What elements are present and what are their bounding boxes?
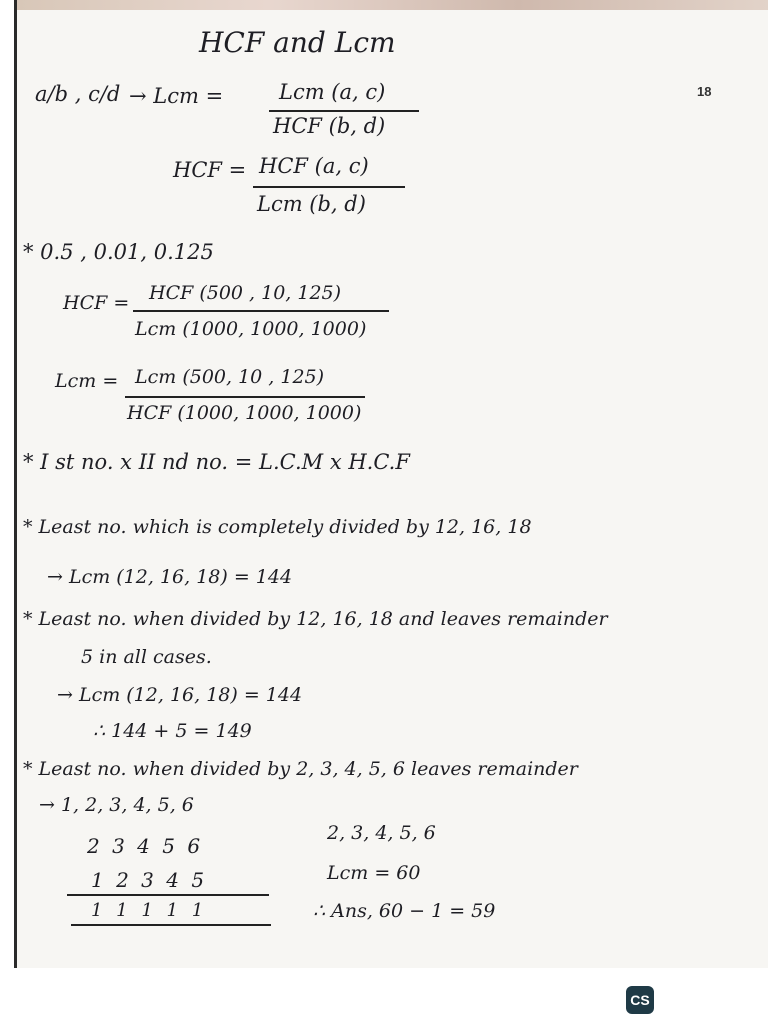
- lcm-decimal-denominator: HCF (1000, 1000, 1000): [127, 402, 362, 424]
- fraction-bar: [269, 110, 419, 112]
- subtraction-bar: [67, 894, 269, 896]
- differences-row: 1 1 1 1 1: [91, 900, 208, 921]
- fraction-bar: [125, 396, 365, 398]
- remainders-row: 1 2 3 4 5: [91, 868, 208, 892]
- hcf-decimal-numerator: HCF (500 , 10, 125): [149, 282, 342, 304]
- camscanner-logo-icon: CS: [626, 986, 654, 1014]
- lcm-fraction-label: → Lcm =: [129, 84, 224, 108]
- lcm-value: Lcm = 60: [327, 862, 421, 884]
- divisor-list: 2, 3, 4, 5, 6: [327, 822, 436, 844]
- lcm-denominator: HCF (b, d): [273, 114, 386, 138]
- underline-bar: [71, 924, 271, 926]
- hcf-fraction-label: HCF =: [173, 158, 247, 182]
- notebook-page: [14, 0, 768, 968]
- hcf-denominator: Lcm (b, d): [257, 192, 366, 216]
- remainder-step1: → Lcm (12, 16, 18) = 144: [57, 684, 303, 706]
- question-remainders: * Least no. when divided by 2, 3, 4, 5, 6 leaves remainder: [23, 758, 578, 780]
- page-number: 18: [697, 84, 712, 99]
- divisors-row: 2 3 4 5 6: [87, 834, 204, 858]
- remainder-step2: ∴ 144 + 5 = 149: [93, 720, 252, 742]
- question-remainder-line1: * Least no. when divided by 12, 16, 18 and leaves remainder: [23, 608, 608, 630]
- fractions-label: a/b , c/d: [35, 82, 121, 106]
- fraction-bar: [253, 186, 405, 188]
- decimals-line: * 0.5 , 0.01, 0.125: [23, 240, 214, 264]
- lcm-decimal-numerator: Lcm (500, 10 , 125): [135, 366, 325, 388]
- fraction-bar: [133, 310, 389, 312]
- final-answer: ∴ Ans, 60 − 1 = 59: [313, 900, 496, 922]
- hcf-decimal-label: HCF =: [63, 292, 130, 314]
- hcf-numerator: HCF (a, c): [259, 154, 369, 178]
- top-edge: [17, 0, 768, 10]
- answer-least-divisible: → Lcm (12, 16, 18) = 144: [47, 566, 293, 588]
- lcm-decimal-label: Lcm =: [55, 370, 119, 392]
- question-least-divisible: * Least no. which is completely divided by 12, 16, 18: [23, 516, 532, 538]
- page-title: HCF and Lcm: [199, 26, 396, 59]
- question-remainder-line2: 5 in all cases.: [81, 646, 212, 668]
- remainders-list: → 1, 2, 3, 4, 5, 6: [39, 794, 194, 816]
- hcf-decimal-denominator: Lcm (1000, 1000, 1000): [135, 318, 367, 340]
- lcm-numerator: Lcm (a, c): [279, 80, 386, 104]
- product-rule: * I st no. x II nd no. = L.C.M x H.C.F: [23, 450, 410, 474]
